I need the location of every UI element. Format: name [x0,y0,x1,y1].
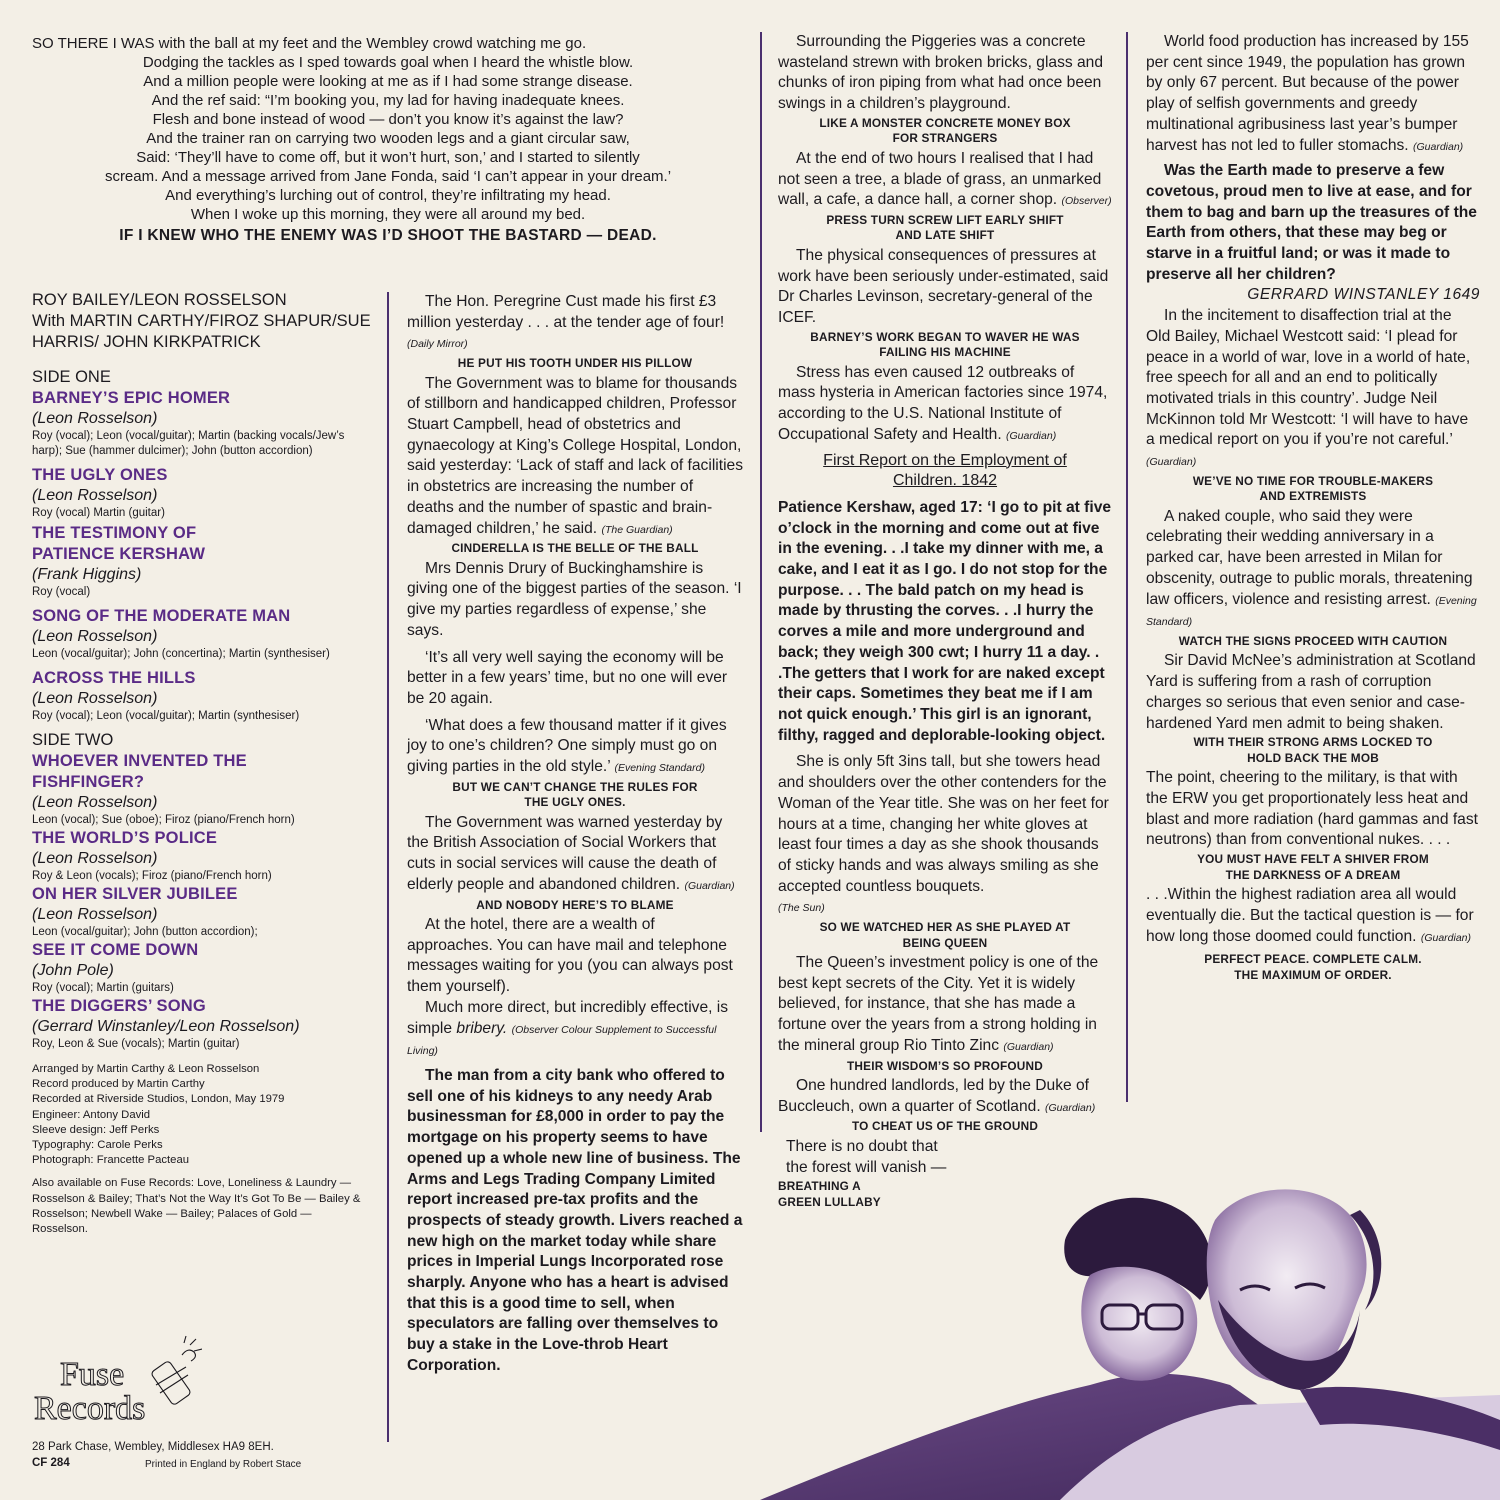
track-musicians: Roy (vocal); Leon (vocal/guitar); Martin (backing vocals/Jew’s harp); Sue (hammer dulcimer); John (button accordion) [32,430,345,457]
clipping [407,716,743,779]
clipping [407,998,743,1062]
poem-line: Dodging the tackles as I sped towards goal when I heard the whistle blow. [142,54,634,71]
clipping-source: (Guardian) [684,879,735,892]
clipping-text: The Government was warned yesterday by the British Association of Social Workers that cuts in social services will cause the death of elderly people and abandoned children. [407,813,723,893]
sub-heading: WATCH THE SIGNS PROCEED WITH CAUTION [1178,633,1448,648]
printer-credit: Printed in England by Robert Stace [145,1459,302,1470]
clipping [778,363,1112,447]
track-title: SEE IT COME DOWN [32,941,199,959]
track-musicians: Roy (vocal); Leon (vocal/guitar); Martin (synthesiser) [32,710,300,722]
track-musicians: Roy (vocal); Martin (guitars) [32,982,174,994]
sub-heading-line: FAILING HIS MACHINE [879,345,1011,360]
sub-heading [407,780,743,811]
track-list-side-one [32,388,372,724]
sub-heading [1146,474,1480,505]
sub-heading-line: BEING QUEEN [902,935,988,950]
clipping: Surrounding the Piggeries was a concrete wasteland strewn with broken bricks, glass and chunks of iron piping from what had once been swings in a children’s playground. [778,33,1104,113]
album-info [32,290,372,1237]
credit-line: Typography: Carole Perks [32,1139,163,1152]
track-musicians: Roy, Leon & Sue (vocals); Martin (guitar) [32,1038,240,1050]
poem-line: Flesh and bone instead of wood — don’t you know it’s against the law? [152,111,624,128]
clipping [778,149,1112,212]
sub-heading: CINDERELLA IS THE BELLE OF THE BALL [451,541,699,556]
track-author: (Gerrard Winstanley/Leon Rosselson) [32,1018,300,1035]
sub-heading: AND NOBODY HERE’S TO BLAME [476,897,674,912]
clipping-text: She is only 5ft 3ins tall, but she towers head and shoulders over the other contenders for the Woman of the Year title. She was on her feet for hours at a time, changing her white gloves at least four times a day as she shook thousands of sticky hands and was always smiling as she accepted countless bouquets. [778,753,1109,895]
sub-heading [1146,735,1480,766]
credit-line: Record produced by Martin Carthy [32,1078,205,1091]
sub-heading: HE PUT HIS TOOTH UNDER HIS PILLOW [457,356,693,371]
poem-line: And everything’s lurching out of control, they’re infiltrating my head. [165,187,611,204]
column-2 [407,292,743,1377]
sub-heading [1146,852,1480,883]
sub-heading-line: THE DARKNESS OF A DREAM [1225,867,1401,882]
clipping-text: The Hon. Peregrine Cust made his first £3 million yesterday . . . at the tender age of four! [407,293,725,331]
header-poem [32,34,744,245]
track-musicians: Roy (vocal) Martin (guitar) [32,507,165,519]
address: 28 Park Chase, Wembley, Middlesex HA9 8EH. [32,1441,274,1453]
credit-line: Engineer: Antony David [32,1108,151,1121]
track-author: (Leon Rosselson) [32,794,158,811]
clipping-source: (Guardian) [1420,931,1472,944]
clipping-source: (Guardian) [1006,429,1057,442]
side-one-label: SIDE ONE [32,368,111,386]
clipping-line: There is no doubt that [786,1137,938,1155]
clipping-emphasis: bribery. [456,1019,508,1037]
clipping-source: (Guardian) [1412,140,1464,153]
divider-rule [760,32,762,1132]
fuse-logo-graphic [32,1333,202,1428]
clipping [407,374,743,541]
side-two-label: SIDE TWO [32,731,114,749]
track-musicians: Leon (vocal/guitar); John (concertina); Martin (synthesiser) [32,648,330,660]
sub-heading-line: THE MAXIMUM OF ORDER. [1234,967,1392,982]
sub-heading-line: GREEN LULLABY [778,1194,881,1209]
clipping-source: (Guardian) [1045,1101,1096,1114]
clipping-text: The Queen’s investment policy is one of the best kept secrets of the City. Yet it is widely believed, for instance, that she has made a fortune over the years from a strong holding in the mineral group Rio Tinto Zinc [778,954,1099,1054]
track-title: BARNEY’S EPIC HOMER [32,389,231,407]
track-author: (Leon Rosselson) [32,487,158,504]
track-author: (John Pole) [32,962,114,979]
sub-heading [778,213,1112,244]
clipping [778,1076,1112,1118]
clipping-text: Much more direct, but incredibly effective, is simple [407,998,729,1037]
track-title: ON HER SILVER JUBILEE [32,885,238,903]
sub-heading-line: AND LATE SHIFT [895,228,995,243]
clipping-source: (Guardian) [1003,1040,1054,1053]
clipping-text: . . .Within the highest radiation area all would eventually die. But the tactical question is — for how long those doomed could function. [1146,886,1474,945]
sub-heading-line: FOR STRANGERS [892,131,998,146]
sub-heading-line: BUT WE CAN’T CHANGE THE RULES FOR [452,779,698,794]
sub-heading-line: SO WE WATCHED HER AS SHE PLAYED AT [819,920,1071,935]
clipping-source: (Evening Standard) [614,762,705,775]
poem-line: Said: ‘They’ll have to come off, but it won’t hurt, son,’ and I started to silently [136,149,640,166]
credit-line: Photograph: Francette Pacteau [32,1154,190,1167]
sub-heading-line: PRESS TURN SCREW LIFT EARLY SHIFT [826,212,1064,227]
poem-line: When I woke up this morning, they were all around my bed. [190,206,586,223]
performers-photo [760,1180,1500,1500]
sub-heading-line: WE’VE NO TIME FOR TROUBLE-MAKERS [1192,473,1434,488]
track-musicians: Leon (vocal/guitar); John (button accordion); [32,926,258,938]
poem-line: And the trainer ran on carrying two wooden legs and a giant circular saw, [146,130,630,147]
credits [32,1062,372,1168]
clipping [407,813,743,897]
clipping-source: (Guardian) [1146,456,1197,469]
column-4 [1146,32,1480,985]
clipping-source: (Daily Mirror) [407,338,468,351]
clipping-text: The Government was to blame for thousands of stillborn and handicapped children, Professor Stuart Campbell, head of obstetrics and gynaecology at King’s College Hospital, London, said yesterday: ‘Lack of staff and lack of facilities in obstetrics are increasing the number of deaths and the number of spastic and brain-damaged children,’ he said. [407,374,744,537]
sub-heading-line: WITH THEIR STRONG ARMS LOCKED TO [1193,735,1433,750]
poem-line: scream. And a message arrived from Jane Fonda, said ‘I can’t appear in your dream.’ [104,168,672,185]
poem-line: And a million people were looking at me as if I had some strange disease. [143,73,633,90]
report-title-line: Children. 1842 [892,472,998,490]
sub-heading: TO CHEAT US OF THE GROUND [851,1119,1039,1134]
clipping: At the hotel, there are a wealth of approaches. You can have mail and telephone messages waiting for you (you can always post them yourself). [407,916,733,996]
clipping [778,752,1112,919]
track-title: THE TESTIMONY OF PATIENCE KERSHAW [32,524,206,563]
clipping: Sir David McNee’s administration at Scotland Yard is suffering from a rash of corruption charges so serious that even senior and case-hardened Yard men admit to being shaken. [1146,652,1476,732]
clipping [1146,306,1480,473]
track-author: (Leon Rosselson) [32,410,158,427]
column-3 [778,32,1112,1212]
clipping-source: (The Guardian) [601,523,673,536]
clipping [778,1137,1112,1178]
sub-heading-line: HOLD BACK THE MOB [1247,750,1379,765]
poem-line: SO THERE I WAS with the ball at my feet and the Wembley crowd watching me go. [32,35,587,52]
clipping-source: (Evening Standard) [1146,594,1477,629]
sub-heading-line: AND EXTREMISTS [1259,489,1367,504]
track-title: THE WORLD’S POLICE [32,829,218,847]
track-title: THE DIGGERS’ SONG [32,997,206,1015]
track-author: (Leon Rosselson) [32,628,158,645]
sub-heading [778,116,1112,147]
divider-rule [1126,32,1128,1102]
track-title: SONG OF THE MODERATE MAN [32,607,291,625]
clipping-bold: The man from a city bank who offered to sell one of his kidneys to any needy Arab businessman for £8,000 in order to pay the mortgage on his property seems to have opened up a whole new line of business. The Arms and Legs Trading Company Limited report increased pre-tax profits and the prospects of steady growth. Livers reached a new high on the market today while share prices in Imperial Lungs Incorporated rose sharply. Anyone who has a heart is advised that this is a good time to sell, when speculators are falling over themselves to buy a stake in the Love-throb Heart Corporation. [407,1067,743,1374]
credit-line: Arranged by Martin Carthy & Leon Rosselson [32,1063,260,1075]
catalog-number: CF 284 [32,1457,70,1469]
track-title: WHOEVER INVENTED THE FISHFINGER? [32,752,247,791]
divider-rule [387,292,389,1442]
sub-heading [778,920,1112,951]
supporting-artists: With MARTIN CARTHY/FIROZ SHAPUR/SUE HARRIS/ JOHN KIRKPATRICK [32,312,371,351]
sub-heading [778,330,1112,361]
clipping: Mrs Dennis Drury of Buckinghamshire is giving one of the biggest parties of the season. ‘I give my parties regardless of expense,’ she says. [407,559,742,639]
artists: ROY BAILEY/LEON ROSSELSON [32,291,287,309]
logo-word-records: Records [34,1390,146,1427]
clipping [1146,507,1480,633]
clipping [407,292,743,355]
track-list-side-two [32,751,372,1052]
clipping-bold: Patience Kershaw, aged 17: ‘I go to pit at five o’clock in the morning and come out at five in the evening. . .I take my dinner with me, a cake, and I eat it as I go. I do not stop for the purpose. . . The bald patch on my head is made by thrusting the corves. . .I hurry the corves a mile and more underground and back; they weigh 300 cwt; I hurry 11 a day. . .The getters that I work for are naked except their caps. Sometimes they beat me if I am not quick enough.’ This girl is an ignorant, filthy, ragged and deplorable-looking object. [778,498,1112,744]
clipping-text: In the incitement to disaffection trial at the Old Bailey, Michael Westcott said: ‘I plead for peace in a world of war, love in a world of hate, free speech for all and an end to politically motivated trials in this country’. Judge Neil McKinnon told Mr Westcott: ‘I will have to have a medical report on you if you’re not careful.’ [1146,307,1471,449]
fuse-records-logo [32,1333,192,1427]
clipping-source: (Observer) [1061,195,1112,208]
sub-heading: THEIR WISDOM’S SO PROFOUND [847,1058,1043,1073]
credit-line: Recorded at Riverside Studios, London, May 1979 [32,1093,285,1106]
logo-word-fuse: Fuse [60,1356,125,1393]
sub-heading-line: BARNEY’S WORK BEGAN TO WAVER HE WAS [810,329,1080,344]
clipping-text: A naked couple, who said they were celebrating their wedding anniversary in a parked car, have been arrested in Milan for obscenity, outrage to public morals, threatening law officers, violence and resisting arrest. [1146,507,1473,608]
clipping [1146,885,1480,948]
clipping-source: (Observer Colour Supplement to Successful Living) [407,1023,717,1058]
clipping-text: Stress has even caused 12 outbreaks of mass hysteria in American factories since 1974, according to the U.S. National Institute of Occupational Safety and Health. [778,363,1108,443]
sub-heading-line: THE UGLY ONES. [524,795,626,810]
track-title: THE UGLY ONES [32,466,168,484]
clipping: ‘It’s all very well saying the economy will be better in a few years’ time, but no one will ever be 20 again. [407,648,728,707]
clipping-line: the forest will vanish — [786,1158,947,1176]
clipping [778,953,1112,1058]
poem-line: And the ref said: “I’m booking you, my lad for having inadequate knees. [151,92,625,109]
clipping-text: One hundred landlords, led by the Duke of Buccleuch, own a quarter of Scotland. [778,1077,1090,1115]
track-author: (Frank Higgins) [32,566,142,583]
clipping-text: World food production has increased by 155 per cent since 1949, the population has grown by only 67 percent. But because of the power play of selfish governments and greedy multinational agribusiness last year’s bumper harvest has not led to fuller stomachs. [1146,33,1469,154]
sub-heading [1146,952,1480,983]
track-author: (Leon Rosselson) [32,850,158,867]
credit-line: Sleeve design: Jeff Perks [32,1123,160,1136]
report-title [778,451,1112,492]
quote-signature: GERRARD WINSTANLEY 1649 [1247,286,1480,304]
report-title-line: First Report on the Employment of [823,451,1067,469]
clipping: The point, cheering to the military, is that with the ERW you get proportionately less heat and blast and more radiation (hard gammas and fast neutrons) than from conventional nukes. . . . [1146,769,1478,849]
sub-heading-line: LIKE A MONSTER CONCRETE MONEY BOX [819,115,1071,130]
sub-heading-line: PERFECT PEACE. COMPLETE CALM. [1204,952,1422,967]
track-musicians: Leon (vocal); Sue (oboe); Firoz (piano/French horn) [32,814,295,826]
track-title: ACROSS THE HILLS [32,669,196,687]
sub-heading-line: BREATHING A [778,1179,861,1194]
also-available: Also available on Fuse Records: Love, Loneliness & Laundry — Rosselson & Bailey; That’s Not the Way It’s Got To Be — Bailey & Rosselson; Newbell Wake — Bailey; Palaces of Gold — Rosselson. [32,1177,361,1236]
quote-winstanley: Was the Earth made to preserve a few covetous, proud men to live at ease, and for them to bag and barn up the treasures of the Earth from others, that these may beg or starve in a fruitful land; or was it made to preserve all her children? [1146,162,1477,283]
clipping-source: (The Sun) [778,902,825,915]
clipping-text: ‘What does a few thousand matter if it gives joy to one’s children? One simply must go on giving parties in the old style.’ [407,716,727,776]
clipping [1146,32,1480,157]
sub-heading-line: YOU MUST HAVE FELT A SHIVER FROM [1197,852,1429,867]
track-author: (Leon Rosselson) [32,690,158,707]
track-musicians: Roy & Leon (vocals); Firoz (piano/French horn) [32,870,272,882]
poem-last-line: IF I KNEW WHO THE ENEMY WAS I’D SHOOT THE BASTARD — DEAD. [119,227,657,244]
clipping-text: At the end of two hours I realised that I had not seen a tree, a blade of grass, an unmarked wall, a cafe, a dance hall, a corner shop. [778,149,1102,209]
clipping: The physical consequences of pressures at work have been seriously under-estimated, said Dr Charles Levinson, secretary-general of the ICEF. [778,246,1109,327]
track-musicians: Roy (vocal) [32,586,91,598]
track-author: (Leon Rosselson) [32,906,158,923]
